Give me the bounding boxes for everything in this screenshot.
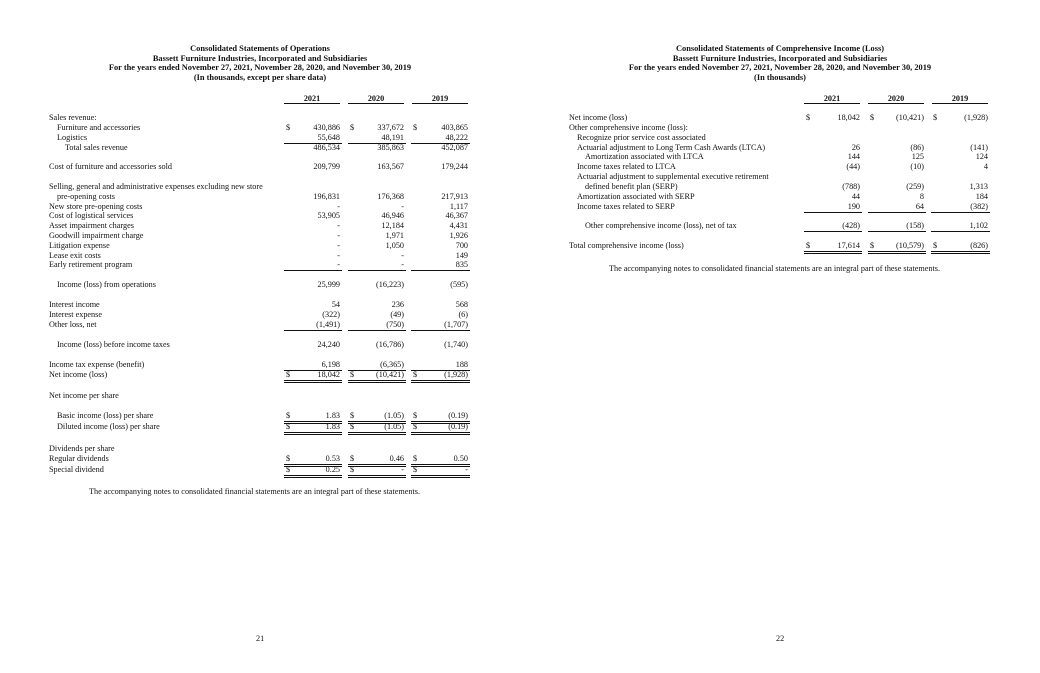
cell-2021: 55,648 — [317, 133, 340, 142]
cell-2021: 196,831 — [313, 192, 340, 201]
row-label: Net income per share — [49, 391, 119, 400]
units-line: (In thousands) — [754, 72, 806, 82]
row-label: Net income (loss) — [569, 113, 628, 122]
cell-2020: - — [401, 251, 404, 260]
cell-2019: 1,926 — [449, 231, 468, 240]
cell-2019: (0.19) — [448, 422, 468, 431]
statement-header — [40, 44, 480, 82]
cell-2020: (86) — [910, 143, 924, 152]
cell-2020: (6,365) — [380, 360, 404, 369]
dollar-sign: $ — [413, 465, 418, 474]
column-header-2021: 2021 — [804, 94, 860, 104]
statement-header — [560, 44, 1000, 82]
page-number: 21 — [256, 634, 265, 643]
cell-2021: 0.25 — [325, 465, 340, 474]
table-row — [0, 391, 520, 401]
table-row — [0, 422, 520, 432]
statement-title: Consolidated Statements of Operations — [190, 44, 330, 53]
page-number: 22 — [776, 634, 785, 643]
cell-2021: 17,614 — [837, 241, 860, 250]
cell-2020: (10,421) — [896, 113, 924, 122]
cell-2020: 8 — [919, 192, 924, 201]
cell-2019: (141) — [970, 143, 988, 152]
cell-2021: 24,240 — [317, 340, 340, 349]
cell-2019: 184 — [975, 192, 988, 201]
row-label: Amortization associated with SERP — [577, 192, 695, 201]
cell-2021: (44) — [846, 162, 860, 171]
cell-2020: 1,971 — [385, 231, 404, 240]
cell-2019: 217,913 — [441, 192, 468, 201]
column-header-2019: 2019 — [932, 94, 988, 104]
units-line: (In thousands, except per share data) — [193, 72, 327, 82]
row-label: Asset impairment charges — [49, 221, 134, 230]
cell-2019: 149 — [455, 251, 468, 260]
cell-2021: 18,042 — [317, 370, 340, 379]
table-row — [0, 280, 520, 290]
cell-2020: 337,672 — [377, 123, 404, 132]
table-row — [0, 444, 520, 454]
cell-2021: 0.53 — [325, 454, 340, 463]
cell-2021: 44 — [851, 192, 860, 201]
row-label: Special dividend — [49, 465, 104, 474]
dollar-sign: $ — [286, 123, 291, 132]
dollar-sign: $ — [933, 241, 938, 250]
dollar-sign: $ — [806, 241, 811, 250]
cell-2019: 179,244 — [441, 162, 468, 171]
period-line: For the years ended November 27, 2021, November 28, 2020, and November 30, 2019 — [108, 63, 412, 73]
table-row — [0, 113, 520, 123]
cell-2020: 236 — [391, 300, 404, 309]
row-label: Interest expense — [49, 310, 102, 319]
cell-2021: 1.83 — [325, 422, 340, 431]
cell-2020: 0.46 — [389, 454, 404, 463]
row-label: Goodwill impairment charge — [49, 231, 144, 240]
row-label: Actuarial adjustment to Long Term Cash Awards (LTCA) — [577, 143, 766, 152]
cell-2020: 64 — [915, 202, 924, 211]
cell-2021: - — [337, 202, 340, 211]
cell-2021: (788) — [842, 182, 860, 191]
cell-2020: - — [401, 202, 404, 211]
cell-2021: - — [337, 241, 340, 250]
cell-2021: 25,999 — [317, 280, 340, 289]
cell-2019: 4,431 — [449, 221, 468, 230]
table-row — [0, 260, 520, 270]
row-label: Total comprehensive income (loss) — [569, 241, 684, 250]
company-name: Bassett Furniture Industries, Incorporated and Subsidiaries — [152, 53, 368, 63]
row-label: Litigation expense — [49, 241, 110, 250]
row-label: Regular dividends — [49, 454, 109, 463]
cell-2019: (826) — [970, 241, 988, 250]
table-row — [520, 172, 1040, 182]
cell-2021: - — [337, 231, 340, 240]
table-row — [0, 231, 520, 241]
dollar-sign: $ — [350, 370, 355, 379]
cell-2019: 46,367 — [445, 211, 468, 220]
cell-2020: 385,863 — [377, 143, 404, 152]
table-row — [0, 465, 520, 475]
cell-2019: 568 — [455, 300, 468, 309]
cell-2019: (595) — [450, 280, 468, 289]
cell-2019: 1,313 — [969, 182, 988, 191]
cell-2021: 430,886 — [313, 123, 340, 132]
dollar-sign: $ — [286, 411, 291, 420]
row-label: pre-opening costs — [57, 192, 115, 201]
table-row — [0, 340, 520, 350]
column-header-2021: 2021 — [284, 94, 340, 104]
table-row — [0, 182, 520, 192]
column-header-2020: 2020 — [348, 94, 404, 104]
cell-2019: 403,865 — [441, 123, 468, 132]
row-label: Other loss, net — [49, 320, 97, 329]
cell-2021: 1.83 — [325, 411, 340, 420]
cell-2020: (16,786) — [376, 340, 404, 349]
dollar-sign: $ — [286, 370, 291, 379]
table-row — [520, 241, 1040, 251]
cell-2019: (0.19) — [448, 411, 468, 420]
dollar-sign: $ — [286, 454, 291, 463]
cell-2021: - — [337, 260, 340, 269]
cell-2019: 0.50 — [453, 454, 468, 463]
dollar-sign: $ — [350, 123, 355, 132]
cell-2021: 53,905 — [317, 211, 340, 220]
cell-2021: 209,799 — [313, 162, 340, 171]
cell-2021: 486,534 — [313, 143, 340, 152]
table-row — [0, 192, 520, 202]
cell-2020: (259) — [906, 182, 924, 191]
column-header-2020: 2020 — [868, 94, 924, 104]
cell-2021: 54 — [331, 300, 340, 309]
cell-2020: (1.05) — [384, 422, 404, 431]
cell-2020: 12,184 — [381, 221, 404, 230]
cell-2021: (1,491) — [316, 320, 340, 329]
cell-2021: 190 — [847, 202, 860, 211]
table-row — [520, 221, 1040, 231]
period-line: For the years ended November 27, 2021, November 28, 2020, and November 30, 2019 — [628, 63, 932, 73]
row-label: Income taxes related to LTCA — [577, 162, 676, 171]
cell-2020: (10,579) — [896, 241, 924, 250]
row-label: Logistics — [57, 133, 88, 142]
table-row — [0, 360, 520, 370]
row-label: Actuarial adjustment to supplemental executive retirement — [577, 172, 769, 181]
row-label: Recognize prior service cost associated — [577, 133, 706, 142]
cell-2020: (1.05) — [384, 411, 404, 420]
table-row — [0, 370, 520, 380]
row-label: Cost of logistical services — [49, 211, 134, 220]
cell-2021: (428) — [842, 221, 860, 230]
cell-2020: 163,567 — [377, 162, 404, 171]
dollar-sign: $ — [870, 113, 875, 122]
dollar-sign: $ — [286, 465, 291, 474]
table-row — [0, 123, 520, 133]
dollar-sign: $ — [350, 411, 355, 420]
cell-2019: (1,928) — [444, 370, 468, 379]
table-row — [520, 202, 1040, 212]
dollar-sign: $ — [870, 241, 875, 250]
cell-2019: - — [465, 465, 468, 474]
cell-2020: - — [401, 260, 404, 269]
table-row — [520, 113, 1040, 123]
cell-2020: 48,191 — [381, 133, 404, 142]
cell-2021: 6,198 — [321, 360, 340, 369]
cell-2019: 1,117 — [449, 202, 468, 211]
row-label: Income (loss) from operations — [57, 280, 156, 289]
footnote: The accompanying notes to consolidated financial statements are an integral part of these statements. — [609, 264, 941, 273]
cell-2019: (1,740) — [444, 340, 468, 349]
dollar-sign: $ — [350, 422, 355, 431]
cell-2021: 26 — [851, 143, 860, 152]
dollar-sign: $ — [286, 422, 291, 431]
cell-2020: (16,223) — [376, 280, 404, 289]
table-row — [0, 221, 520, 231]
row-label: Early retirement program — [49, 260, 133, 269]
table-row — [0, 162, 520, 172]
dollar-sign: $ — [413, 422, 418, 431]
dollar-sign: $ — [413, 411, 418, 420]
table-row — [520, 123, 1040, 133]
table-row — [0, 143, 520, 153]
table-row — [0, 211, 520, 221]
cell-2019: (382) — [970, 202, 988, 211]
table-row — [520, 133, 1040, 143]
table-row — [0, 310, 520, 320]
row-label: Net income (loss) — [49, 370, 108, 379]
row-label: Amortization associated with LTCA — [585, 152, 704, 161]
dollar-sign: $ — [933, 113, 938, 122]
table-row — [520, 162, 1040, 172]
cell-2019: 1,102 — [969, 221, 988, 230]
dollar-sign: $ — [413, 454, 418, 463]
row-label: Income (loss) before income taxes — [57, 340, 170, 349]
cell-2020: (158) — [906, 221, 924, 230]
cell-2021: 18,042 — [837, 113, 860, 122]
row-label: defined benefit plan (SERP) — [585, 182, 678, 191]
cell-2019: 835 — [455, 260, 468, 269]
dollar-sign: $ — [413, 370, 418, 379]
row-label: Dividends per share — [49, 444, 115, 453]
cell-2020: (10,421) — [376, 370, 404, 379]
statement-title: Consolidated Statements of Comprehensive Income (Loss) — [675, 44, 885, 53]
table-row — [520, 182, 1040, 192]
row-label: Cost of furniture and accessories sold — [49, 162, 173, 171]
row-label: Lease exit costs — [49, 251, 101, 260]
row-label: Other comprehensive income (loss): — [569, 123, 688, 132]
dollar-sign: $ — [350, 454, 355, 463]
cell-2021: - — [337, 221, 340, 230]
row-label: Income tax expense (benefit) — [49, 360, 145, 369]
table-row — [0, 454, 520, 464]
table-row — [0, 411, 520, 421]
company-name: Bassett Furniture Industries, Incorporated and Subsidiaries — [672, 53, 888, 63]
cell-2021: - — [337, 251, 340, 260]
cell-2019: 124 — [975, 152, 988, 161]
row-label: Total sales revenue — [65, 143, 128, 152]
cell-2019: 452,087 — [441, 143, 468, 152]
table-row — [0, 133, 520, 143]
row-label: Sales revenue: — [49, 113, 97, 122]
cell-2020: - — [401, 465, 404, 474]
row-label: Furniture and accessories — [57, 123, 141, 132]
row-label: New store pre-opening costs — [49, 202, 143, 211]
cell-2020: (49) — [390, 310, 404, 319]
column-header-2019: 2019 — [412, 94, 468, 104]
row-label: Basic income (loss) per share — [57, 411, 154, 420]
cell-2019: 4 — [983, 162, 988, 171]
dollar-sign: $ — [350, 465, 355, 474]
row-label: Selling, general and administrative expenses excluding new store — [49, 182, 263, 191]
table-row — [0, 320, 520, 330]
cell-2020: (10) — [910, 162, 924, 171]
cell-2019: 188 — [455, 360, 468, 369]
cell-2020: 46,946 — [381, 211, 404, 220]
page-22 — [520, 0, 1040, 673]
cell-2019: 48,222 — [445, 133, 468, 142]
cell-2021: (322) — [322, 310, 340, 319]
dollar-sign: $ — [413, 123, 418, 132]
table-row — [0, 241, 520, 251]
cell-2020: (750) — [386, 320, 404, 329]
dollar-sign: $ — [806, 113, 811, 122]
row-label: Diluted income (loss) per share — [57, 422, 160, 431]
cell-2019: (1,928) — [964, 113, 988, 122]
footnote: The accompanying notes to consolidated financial statements are an integral part of these statements. — [89, 487, 421, 496]
table-row — [520, 152, 1040, 162]
cell-2019: 700 — [455, 241, 468, 250]
cell-2021: 144 — [847, 152, 860, 161]
cell-2019: (1,707) — [444, 320, 468, 329]
cell-2020: 1,050 — [385, 241, 404, 250]
table-row — [520, 192, 1040, 202]
row-label: Income taxes related to SERP — [577, 202, 675, 211]
cell-2020: 176,368 — [377, 192, 404, 201]
row-label: Other comprehensive income (loss), net of tax — [585, 221, 737, 230]
table-row — [0, 300, 520, 310]
cell-2019: (6) — [458, 310, 468, 319]
cell-2020: 125 — [911, 152, 924, 161]
row-label: Interest income — [49, 300, 100, 309]
